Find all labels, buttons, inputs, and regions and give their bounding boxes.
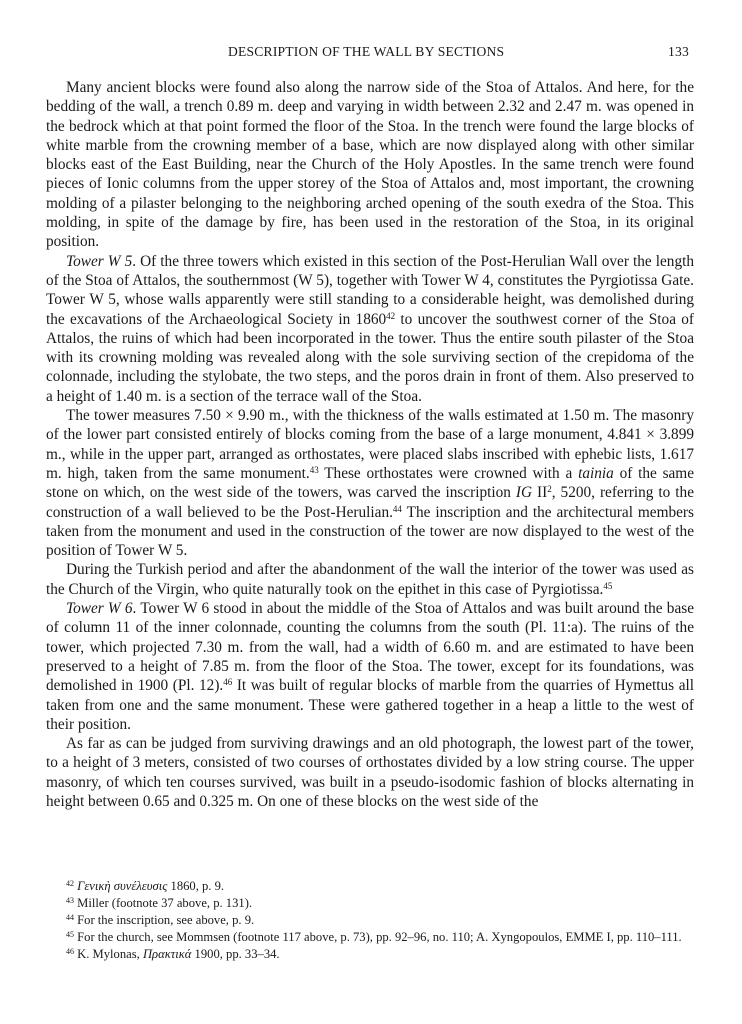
text-run: The tower measures 7.50 × 9.90 m., with the thickness of the walls estimated at 1.50 m. The masonry of the lower part consisted entirely of blocks coming from the base of a large monument, 4.841 × 3.899 m., while in the upper part, arranged as orthostates, were placed slabs inscribed with ephebic lists, 1.617 m. high, taken from the same monument. (46, 407, 694, 482)
note-reference: 2 (547, 484, 552, 495)
italic-text: tainia (578, 464, 614, 482)
text-run: As far as can be judged from surviving drawings and an old photograph, the lowest part of the tower, to a height of 3 meters, consisted of two courses of orthostates divided by a low string course. The upper masonry, of which ten courses survived, was built in a pseudo-isodomic fashion of blocks alternating in height between 0.65 and 0.325 m. On one of these blocks on the west side of the (46, 735, 694, 810)
note-reference: 43 (309, 464, 319, 475)
footnote-number: 42 (66, 879, 74, 888)
text-run: Many ancient blocks were found also along the narrow side of the Stoa of Attalos. And here, for the bedding of the wall, a trench 0.89 m. deep and varying in width between 2.32 and 2.47 m. was opened in the bedrock which at that point formed the floor of the Stoa. In the trench were found the large blocks of white marble from the crowning member of a base, which are now displayed along with other similar blocks east of the East Building, near the Church of the Holy Apostles. In the same trench were found pieces of Ionic columns from the upper storey of the Stoa of Attalos and, most important, the crowning molding of a pilaster belonging to the neighboring arched opening of the south exedra of the Stoa. This molding, in spite of the damage by fire, has been used in the restoration of the Stoa, in its original position. (46, 79, 694, 251)
footnote (46, 929, 694, 946)
text-run: The inscription and the architectural members taken from the monument and used in the construction of the tower are now displayed to the west of the position of Tower W 5. (46, 503, 694, 560)
text-run: 1860, p. 9. (167, 879, 225, 893)
note-reference: 44 (392, 503, 402, 514)
running-title: DESCRIPTION OF THE WALL BY SECTIONS (228, 44, 505, 59)
italic-text: Tower W 5 (66, 252, 133, 270)
text-run: For the inscription, see above, p. 9. (77, 913, 255, 928)
footnote-number: 44 (66, 913, 74, 923)
text-run: For the church, see Mommsen (footnote 117 above, p. 73), pp. 92–96, no. 110; A. Xyngopoulos, EMME I, pp. 110–111. (77, 930, 682, 945)
paragraph (46, 406, 694, 560)
text-run: During the Turkish period and after the abandonment of the wall the interior of the tower was used as the Church of the Virgin, who quite naturally took on the epithet in this case of Pyrgiotissa. (46, 561, 694, 598)
paragraph (46, 252, 694, 406)
text-run: It was built of regular blocks of marble from the quarries of Hymettus all taken from one and the same monument. These were gathered together in a heap a little to the west of their position. (46, 677, 694, 733)
footnote (46, 912, 694, 929)
text-run: Miller (footnote 37 above, p. 131). (77, 896, 253, 911)
note-reference: 45 (603, 580, 613, 591)
text-run: to uncover the southwest corner of the Stoa of Attalos, the ruins of which had been incorporated in the tower. Thus the entire south pilaster of the Stoa with its crowning molding was revealed along with the sole surviving section of the crepidoma of the colonnade, including the stylobate, the two steps, and the poros drain in front of them. Also preserved to a height of 1.40 m. is a section of the terrace wall of the Stoa. (46, 310, 694, 405)
main-text (46, 78, 694, 811)
footnote (46, 878, 694, 895)
text-run: These orthostates were crowned with a (318, 464, 579, 482)
footnote-number: 45 (66, 930, 74, 940)
italic-text: Γενικὴ συνέλευσις (77, 879, 168, 893)
running-header (0, 42, 742, 66)
paragraph (46, 599, 694, 734)
text-run: 1900, pp. 33–34. (191, 947, 280, 962)
page-number: 133 (668, 44, 689, 59)
note-reference: 46 (223, 677, 233, 688)
text-run: . Tower W 6 stood in about the middle of the Stoa of Attalos and was built around the base of column 11 of the inner colonnade, counting the columns from the south (Pl. 11:a). The ruins of the tower, which projected 7.30 m. from the wall, had a width of 6.60 m. and are estimated to have been preserved to a height of 7.85 m. from the floor of the Stoa. The tower, except for its foundations, was demolished in 1900 (Pl. 12). (46, 600, 694, 695)
footnote (46, 895, 694, 912)
footnote-number: 43 (66, 896, 74, 906)
paragraph (46, 560, 694, 599)
text-run: of the same stone on which, on the west side of the towers, was carved the inscription (46, 464, 694, 502)
text-run: II (532, 484, 548, 502)
text-run: , 5200, referring to the construction of a wall believed to be the Post-Herulian. (46, 484, 694, 521)
footnotes (46, 878, 694, 963)
paragraph (46, 78, 694, 252)
text-run: K. Mylonas, (77, 947, 143, 962)
footnote-number: 46 (66, 947, 74, 957)
italic-text: Πρακτικά (142, 947, 192, 962)
text-run: . Of the three towers which existed in this section of the Post-Herulian Wall over the length of the Stoa of Attalos, the southernmost (W 5), together with Tower W 4, constitutes the Pyrgiotissa Gate. Tower W 5, whose walls apparently were still standing to a considerable height, was demolished during the excavations of the Archaeological Society in 1860 (46, 252, 694, 328)
footnote (46, 946, 694, 963)
italic-text: Tower W 6 (66, 600, 133, 618)
italic-text: IG (515, 484, 533, 502)
note-reference: 42 (386, 310, 396, 321)
paragraph (46, 734, 694, 811)
